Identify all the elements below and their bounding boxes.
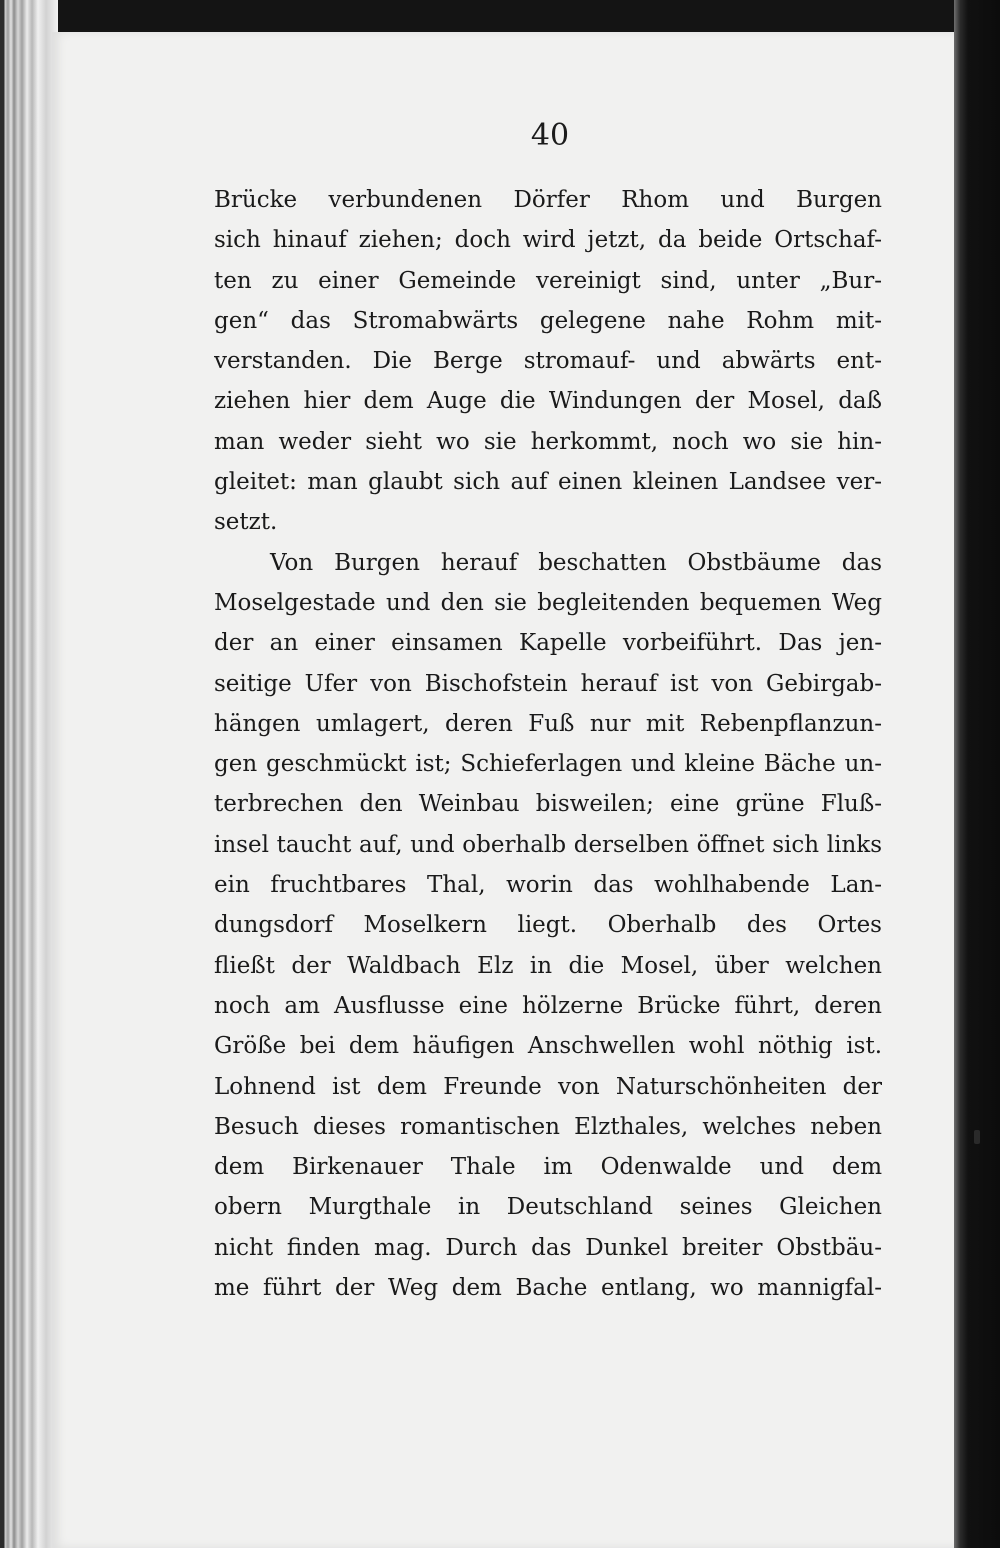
text-line: hängen umlagert, deren Fuß nur mit Rebenpflanzun- <box>214 710 882 737</box>
text-line: nicht finden mag. Durch das Dunkel breiter Obstbäu- <box>214 1234 882 1261</box>
scan-top-border <box>0 0 1000 34</box>
text-line: Von Burgen herauf beschatten Obstbäume das <box>270 549 882 576</box>
text-line: ein fruchtbares Thal, worin das wohlhabende Lan- <box>214 872 882 899</box>
text-line: gen“ das Stromabwärts gelegene nahe Rohm mit- <box>214 307 882 334</box>
text-line: obern Murgthale in Deutschland seines Gleichen <box>214 1194 882 1221</box>
text-line: der an einer einsamen Kapelle vorbeiführt. Das jen- <box>214 630 882 657</box>
text-line: seitige Ufer von Bischofstein herauf ist von Gebirgab- <box>214 670 882 697</box>
text-line: me führt der Weg dem Bache entlang, wo mannigfal- <box>214 1275 882 1302</box>
stacked-page-edges <box>0 0 58 1548</box>
text-line: noch am Ausflusse eine hölzerne Brücke führt, deren <box>214 992 882 1019</box>
body-text <box>214 180 882 1308</box>
page-number: 40 <box>530 118 570 153</box>
text-line: Brücke verbundenen Dörfer Rhom und Burgen <box>214 187 882 213</box>
binding-mark <box>974 1130 980 1144</box>
text-line: ten zu einer Gemeinde vereinigt sind, unter „Bur- <box>214 267 882 294</box>
text-line: sich hinauf ziehen; doch wird jetzt, da beide Ortschaf- <box>214 227 882 254</box>
text-line: verstanden. Die Berge stromauf- und abwärts ent- <box>214 348 882 375</box>
text-line: Größe bei dem häufigen Anschwellen wohl nöthig ist. <box>214 1033 882 1060</box>
text-line: gen geschmückt ist; Schieferlagen und kleine Bäche un- <box>214 751 882 778</box>
text-line: dem Birkenauer Thale im Odenwalde und dem <box>214 1154 882 1181</box>
book-spine <box>954 0 1000 1548</box>
text-line: dungsdorf Moselkern liegt. Oberhalb des Ortes <box>214 912 882 939</box>
text-line: gleitet: man glaubt sich auf einen kleinen Landsee ver- <box>214 469 882 496</box>
text-line: Besuch dieses romantischen Elzthales, welches neben <box>214 1113 882 1140</box>
text-line: terbrechen den Weinbau bisweilen; eine grüne Fluß- <box>214 791 882 818</box>
text-line: ziehen hier dem Auge die Windungen der Mosel, daß <box>214 388 882 415</box>
text-line: fließt der Waldbach Elz in die Mosel, über welchen <box>214 952 882 979</box>
text-line: Lohnend ist dem Freunde von Naturschönheiten der <box>214 1073 882 1100</box>
text-line: setzt. <box>214 509 278 536</box>
text-line: man weder sieht wo sie herkommt, noch wo sie hin- <box>214 428 882 455</box>
text-line: insel taucht auf, und oberhalb derselben öffnet sich links <box>214 831 882 858</box>
text-line: Moselgestade und den sie begleitenden bequemen Weg <box>214 589 882 616</box>
